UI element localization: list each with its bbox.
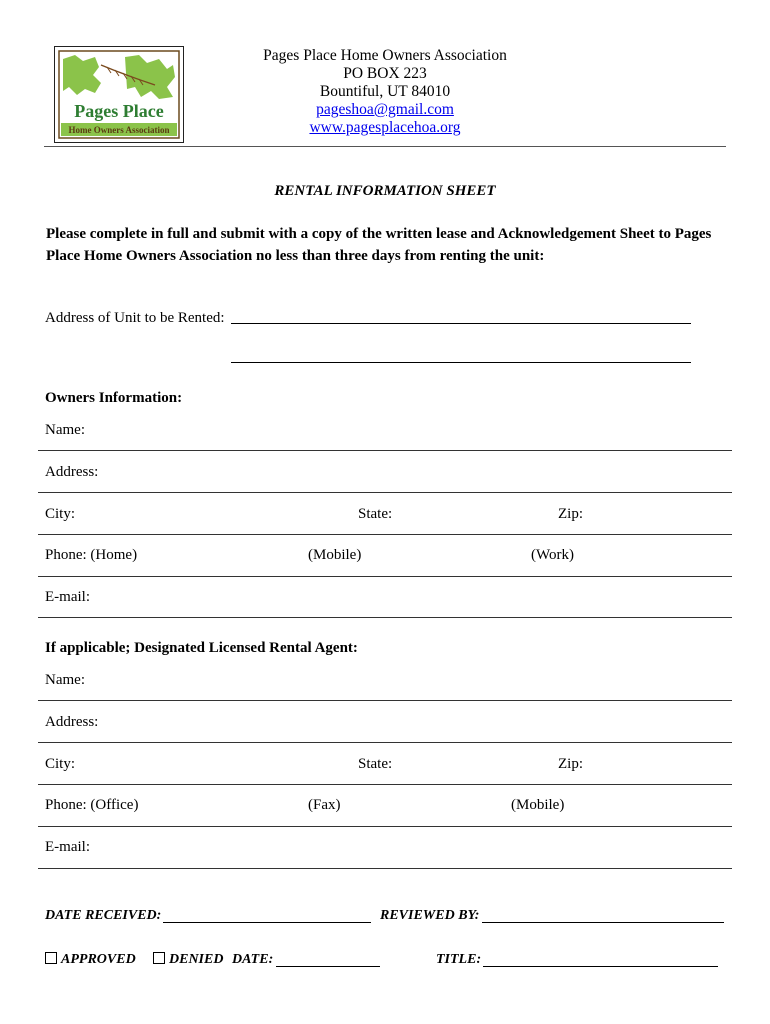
- agent-phone-line[interactable]: [38, 826, 732, 827]
- approved-checkbox[interactable]: [45, 952, 57, 964]
- leaf-logo-icon: [55, 47, 183, 142]
- owners-section-title: Owners Information:: [45, 390, 183, 406]
- owner-zip-label: Zip:: [558, 506, 583, 522]
- agent-address-line[interactable]: [38, 742, 732, 743]
- agent-city-label: City:: [45, 756, 76, 772]
- agent-zip-label: Zip:: [558, 756, 583, 772]
- owner-work-label: (Work): [531, 547, 574, 563]
- agent-state-label: State:: [358, 756, 393, 772]
- denied-checkbox[interactable]: [153, 952, 165, 964]
- owner-phone-line[interactable]: [38, 576, 732, 577]
- logo-title: Pages Place: [74, 101, 164, 121]
- website-link[interactable]: www.pagesplacehoa.org: [309, 119, 461, 136]
- agent-city-line[interactable]: [38, 784, 732, 785]
- agent-fax-label: (Fax): [308, 797, 341, 813]
- owner-city-label: City:: [45, 506, 76, 522]
- hoa-logo: [54, 46, 184, 143]
- address-unit-line-1[interactable]: [231, 323, 691, 324]
- title-line[interactable]: [483, 966, 718, 967]
- page-title: RENTAL INFORMATION SHEET: [274, 183, 496, 199]
- agent-name-label: Name:: [45, 672, 85, 688]
- owner-phone-label: Phone: (Home): [45, 547, 138, 563]
- agent-address-label: Address:: [45, 714, 99, 730]
- owner-state-label: State:: [358, 506, 393, 522]
- agent-name-line[interactable]: [38, 700, 732, 701]
- date-received-label: DATE RECEIVED:: [45, 908, 162, 923]
- date-label: DATE:: [232, 952, 274, 967]
- agent-email-line[interactable]: [38, 868, 732, 869]
- owner-name-line[interactable]: [38, 450, 732, 451]
- reviewed-by-line[interactable]: [482, 922, 724, 923]
- title-label: TITLE:: [436, 952, 482, 967]
- owner-address-label: Address:: [45, 464, 99, 480]
- date-received-line[interactable]: [163, 922, 371, 923]
- date-line[interactable]: [276, 966, 380, 967]
- owner-address-line[interactable]: [38, 492, 732, 493]
- header-divider: [44, 146, 726, 147]
- approved-label: APPROVED: [61, 952, 136, 967]
- owner-name-label: Name:: [45, 422, 85, 438]
- city-state-zip: Bountiful, UT 84010: [319, 83, 451, 100]
- denied-label: DENIED: [169, 952, 224, 967]
- instructions-text: Please complete in full and submit with a copy of the written lease and Acknowledgement Sheet to Pages Place Home Owners Association no less than three days from renting the unit:: [46, 226, 712, 264]
- denied-option[interactable]: [153, 952, 223, 968]
- org-name: Pages Place Home Owners Association: [263, 47, 507, 64]
- owner-city-line[interactable]: [38, 534, 732, 535]
- org-header: [200, 47, 570, 137]
- email-link[interactable]: pageshoa@gmail.com: [316, 101, 454, 118]
- agent-phone-label: Phone: (Office): [45, 797, 139, 813]
- address-unit-label: Address of Unit to be Rented:: [45, 310, 225, 326]
- owner-email-line[interactable]: [38, 617, 732, 618]
- agent-email-label: E-mail:: [45, 839, 90, 855]
- logo-subtitle: Home Owners Association: [68, 125, 170, 135]
- agent-mobile-label: (Mobile): [511, 797, 565, 813]
- address-unit-line-2[interactable]: [231, 362, 691, 363]
- po-box: PO BOX 223: [343, 65, 427, 82]
- owner-mobile-label: (Mobile): [308, 547, 362, 563]
- agent-section-title: If applicable; Designated Licensed Rental Agent:: [45, 640, 358, 656]
- reviewed-by-label: REVIEWED BY:: [380, 908, 480, 923]
- approved-option[interactable]: [45, 952, 136, 968]
- owner-email-label: E-mail:: [45, 589, 90, 605]
